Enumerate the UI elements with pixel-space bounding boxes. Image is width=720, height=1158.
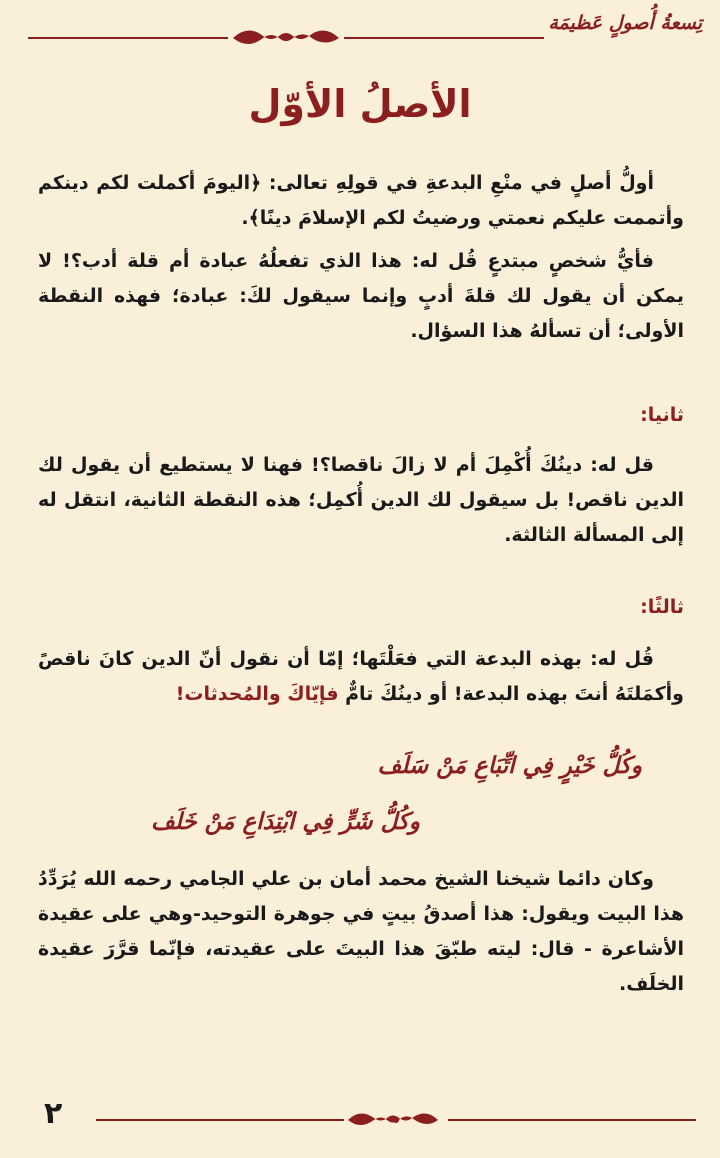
subheading-second: ثانيا:: [640, 404, 684, 426]
verse-line-2: وكُلُّ شَرٍّ فِي ابْتِدَاعِ مَنْ خَلَف: [150, 808, 420, 835]
page-number: ٢: [44, 1096, 63, 1131]
paragraph-intro: أولُّ أصلٍ في منْعِ البدعةِ في قولِهِ تعالى: ﴿اليومَ أكملت لكم دينكم وأتممت عليكم نعمتي ورضيتُ لكم الإسلامَ دينًا﴾.: [38, 172, 684, 229]
chapter-title: الأصلُ الأوّل: [248, 82, 472, 126]
paragraph-question: فأيُّ شخصٍ مبتدعٍ قُل له: هذا الذي تفعلُهُ عبادة أم قلة أدب؟! لا يمكن أن يقول لك قلةَ أدبٍ وإنما سيقول لكَ: عبادة؛ فهذه النقطة الأولى؛ أن تسألهُ هذا السؤال.: [38, 250, 684, 342]
subheading-third: ثالثًا:: [640, 596, 684, 618]
warning-text: فإيّاكَ والمُحدثات!: [175, 683, 339, 705]
footer-ornament: [96, 1108, 696, 1132]
body-section-4: [38, 862, 684, 1002]
paragraph-third: [38, 642, 684, 712]
paragraph-second: قل له: دينُكَ أُكْمِلَ أم لا زالَ ناقصا؟! فهنا لا يستطيع أن يقول لك الدين ناقص! بل سيقول لك الدين أُكمِل؛ هذه النقطة الثانية، انتقل له إلى المسألة الثالثة.: [38, 454, 684, 546]
book-title: تِسعةُ أُصولٍ عَظيمَة: [548, 12, 702, 34]
body-section-3: [38, 642, 684, 712]
body-section-2: [38, 448, 684, 553]
body-section-1: [38, 166, 684, 349]
paragraph-sheikh: وكان دائما شيخنا الشيخ محمد أمان بن علي الجامي رحمه الله يُرَدِّدُ هذا البيت ويقول: هذا أصدقُ بيتٍ في جوهرة التوحيد-وهي على عقيدة الأشاعرة - قال: ليته طبّقَ هذا البيتَ على عقيدته، فإنّما قرَّرَ عقيدة الخلَف.: [38, 868, 684, 995]
verse-line-1: وكُلُّ خَيْرٍ فِي اتِّبَاعِ مَنْ سَلَف: [377, 752, 642, 779]
header-ornament: [28, 26, 544, 50]
paragraph-third-main: قُل له: بهذه البدعة التي فعَلْتَها؛ إمّا أن نقول أنّ الدين كانَ ناقصً وأكمَلتَهُ أنتَ بهذه البدعة! أو دينُكَ تامٌّ: [38, 648, 684, 705]
